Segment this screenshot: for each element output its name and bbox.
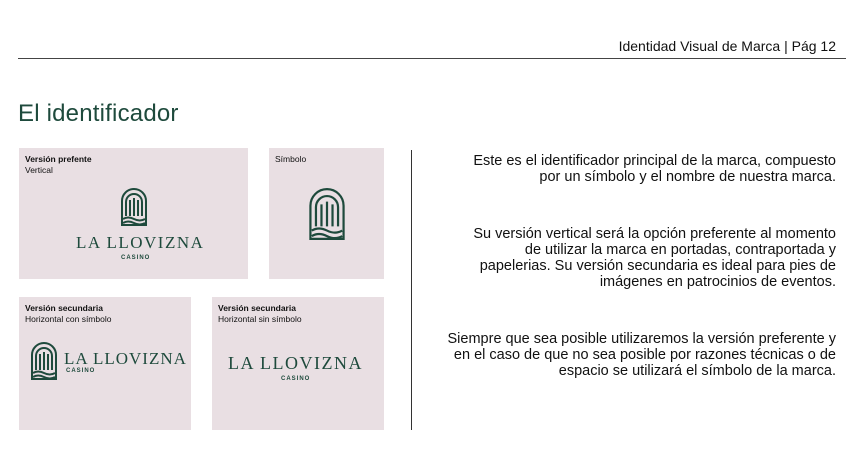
card-label: Versión secundaria [218,303,296,313]
card-sublabel: Horizontal sin símbolo [218,314,302,324]
card-label: Versión prefente [25,154,92,164]
card-preferred-vertical [19,148,248,279]
card-sublabel: Horizontal con símbolo [25,314,112,324]
logo-symbol-icon [29,339,59,383]
logo-wordmark: LA LLOVIZNA [64,349,187,368]
page-title: El identificador [18,100,179,127]
card-secondary-without-symbol [212,297,384,430]
card-secondary-with-symbol [19,297,191,430]
card-sublabel: Vertical [25,165,53,175]
logo-wordmark: LA LLOVIZNA [76,233,205,252]
card-label: Símbolo [275,154,307,164]
card-symbol [269,148,384,279]
paragraph-fallback: Siempre que sea posible utilizaremos la versión preferente y en el caso de que no sea posible por razones técnicas o de espacio se utilizará el símbolo de la marca. [447,331,836,379]
logo-subword: CASINO [281,376,311,382]
logo-symbol-icon [119,186,149,228]
logo-subword: CASINO [66,368,96,374]
card-label: Versión secundaria [25,303,103,313]
paragraph-intro: Este es el identificador principal de la marca, compuesto por un símbolo y el nombre de nuestra marca. [473,153,836,185]
vertical-divider [411,150,412,430]
header-rule [18,58,846,59]
paragraph-usage: Su versión vertical será la opción preferente al momento de utilizar la marca en portadas, contraportada y papelerias. Su versión secundaria es ideal para pies de imágenes en patrocinios de eventos. [473,226,836,290]
logo-symbol-icon [306,185,348,243]
logo-subword: CASINO [121,255,151,261]
header-page-info: Identidad Visual de Marca | Pág 12 [618,38,836,54]
logo-wordmark: LA LLOVIZNA [228,353,363,373]
